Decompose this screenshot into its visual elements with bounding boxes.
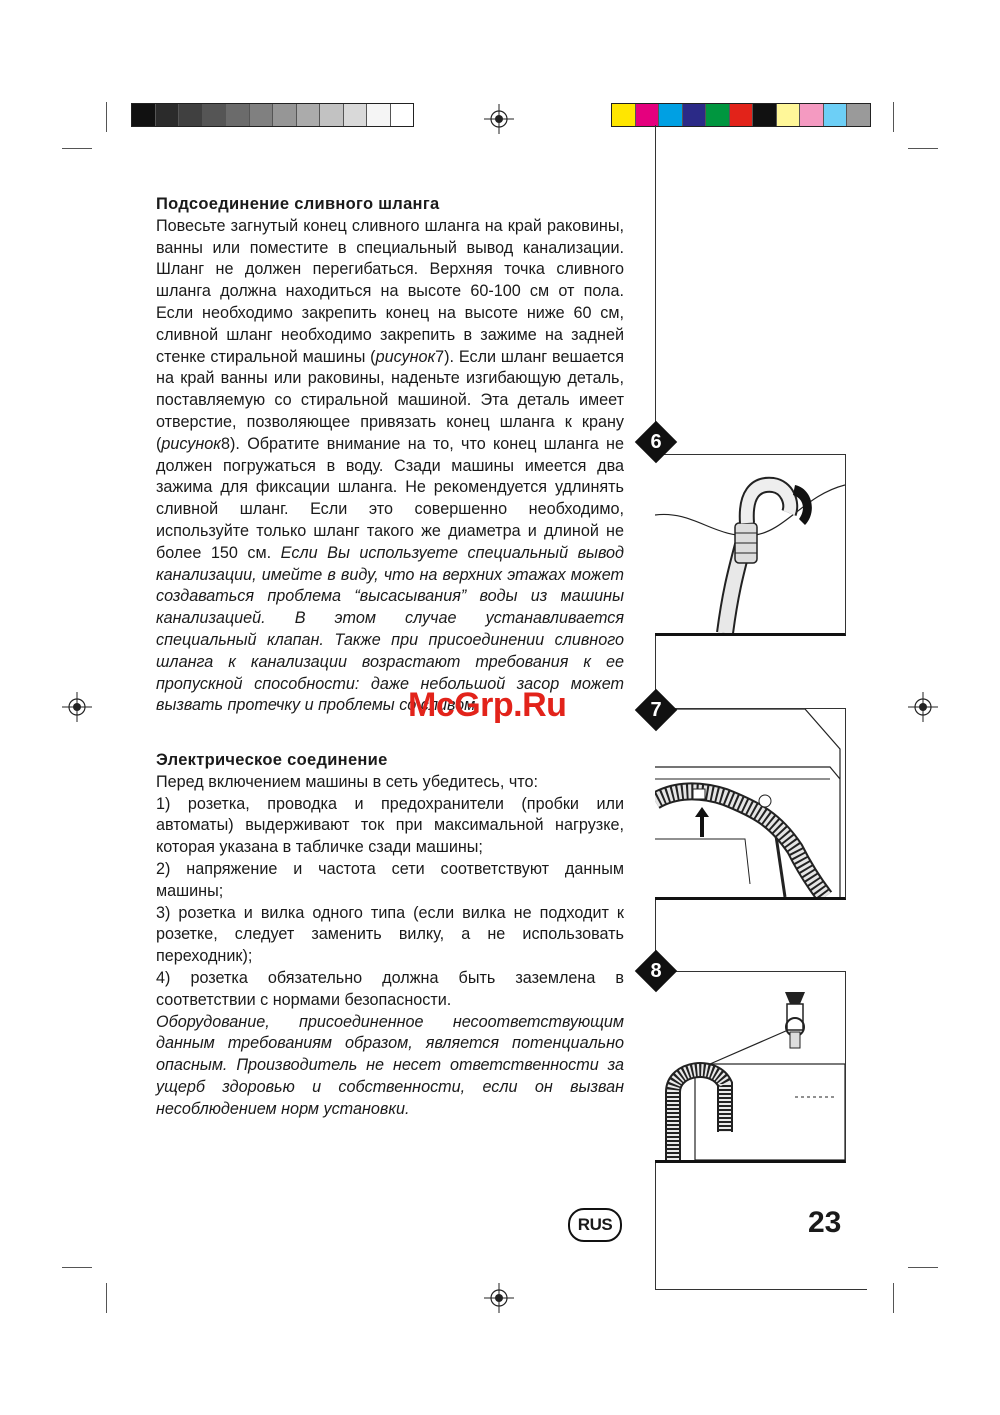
electrical-heading: Электрическое соединение [156,751,388,769]
drain-hose-text-part: ). Обратите внимание на то, что конец шланга не должен погружаться в воду. Сзади машины имеется два зажима для фиксации шланга. Не рекомендуется удлинять сливной шланг. Если это совершенно необходимо, используйте только шланг такого же диаметра и длиной не более 150 см. [156,434,624,562]
crop-mark [893,1283,894,1313]
registration-mark-icon [62,692,92,722]
figure-6 [655,454,846,636]
electrical-list-item: 3) розетка и вилка одного типа (если вилка не подходит к розетке, следует заменить вилку, а не использовать переходник); [156,903,624,966]
grayscale-bar [131,103,414,127]
color-swatch [203,104,227,126]
drain-hose-text-part: ). Если шланг вешается на край ванны или раковины, наденьте изгибающую деталь, поставляемую со стиральной машиной. Эта деталь имеет отверстие, позволяющее привязать конец шланга к крану ( [156,347,624,453]
color-swatch [367,104,391,126]
page-number: 23 [808,1206,842,1239]
color-swatch [730,104,754,126]
color-swatch [226,104,250,126]
figure-ref-word: рисунок [375,347,436,366]
color-swatch [800,104,824,126]
crop-mark [893,102,894,132]
color-swatch [250,104,274,126]
color-swatch [297,104,321,126]
drain-hose-italic-note: Если Вы используете специальный вывод канализации, имейте в виду, что на верхних этажах может создаваться проблема “высасывания” воды из машины канализацией. В этом случае устанавливается специальный клапан. Также при присоединении сливного шланга к канализации возрастают требования к ее пропускной способности: даже небольшой засор может вызвать протечку и проблемы со сливом. [156,543,625,715]
electrical-section [156,750,624,1121]
crop-mark [106,1283,107,1313]
color-swatch [659,104,683,126]
color-swatch [753,104,777,126]
figure-number: 6 [650,431,662,453]
figure-ref-word: рисунок [161,434,221,453]
electrical-list-item: 4) розетка обязательно должна быть заземлена в соответствии с нормами безопасности. [156,968,624,1009]
figure-7-badge [634,688,678,732]
hose-tied-to-tap-illustration [655,972,845,1160]
figure-number: 8 [650,960,662,982]
color-swatch [391,104,414,126]
figure-8 [655,971,846,1163]
color-swatch [344,104,368,126]
color-swatch [156,104,180,126]
electrical-warning: Оборудование, присоединенное несоответствующим данным требованиям образом, является потенциально опасным. Производитель не несет ответственности за ущерб здоровью и собственности, если он вызван несоблюдением норм установки. [156,1012,624,1118]
registration-mark-icon [484,104,514,134]
color-swatch [273,104,297,126]
color-swatch [636,104,660,126]
drain-hose-heading: Подсоединение сливного шланга [156,195,440,213]
color-swatch [179,104,203,126]
drain-hose-text [156,216,624,717]
page-frame-line [655,1289,867,1290]
color-swatch [706,104,730,126]
crop-mark [106,102,107,132]
crop-mark [908,148,938,149]
figure-number: 7 [650,699,662,721]
drain-hose-hook-illustration [655,455,845,633]
figure-7 [655,708,846,900]
machine-back-clip-illustration [655,709,845,897]
crop-mark [908,1267,938,1268]
electrical-list-item: 2) напряжение и частота сети соответствуют данным машины; [156,859,624,900]
electrical-list-item: 1) розетка, проводка и предохранители (пробки или автоматы) выдерживают ток при максимальной нагрузке, которая указана в табличке сзади машины; [156,794,624,857]
color-swatch [824,104,848,126]
language-badge: RUS [568,1208,622,1242]
color-swatch [612,104,636,126]
figure-ref-number: 8 [220,434,230,453]
figure-8-badge [634,949,678,993]
color-swatch [777,104,801,126]
color-swatch [683,104,707,126]
watermark: McGrp.Ru [408,686,567,724]
color-bar [611,103,871,127]
crop-mark [62,148,92,149]
figure-6-badge [634,420,678,464]
color-swatch [847,104,870,126]
color-swatch [320,104,344,126]
drain-hose-text-part: Повесьте загнутый конец сливного шланга на край раковины, ванны или поместите в специальный вывод канализации. Шланг не должен перегибаться. Верхняя точка сливного шланга должна находиться на высоте 60-100 см от пола. Если необходимо закрепить конец на высоте ниже 60 см, сливной шланг необходимо закрепить в зажиме на задней стенке стиральной машины ( [156,216,624,366]
figure-ref-number: 7 [435,347,445,366]
registration-mark-icon [484,1283,514,1313]
registration-mark-icon [908,692,938,722]
electrical-intro: Перед включением машины в сеть убедитесь, что: [156,772,539,791]
drain-hose-section [156,194,624,717]
color-swatch [132,104,156,126]
crop-mark [62,1267,92,1268]
